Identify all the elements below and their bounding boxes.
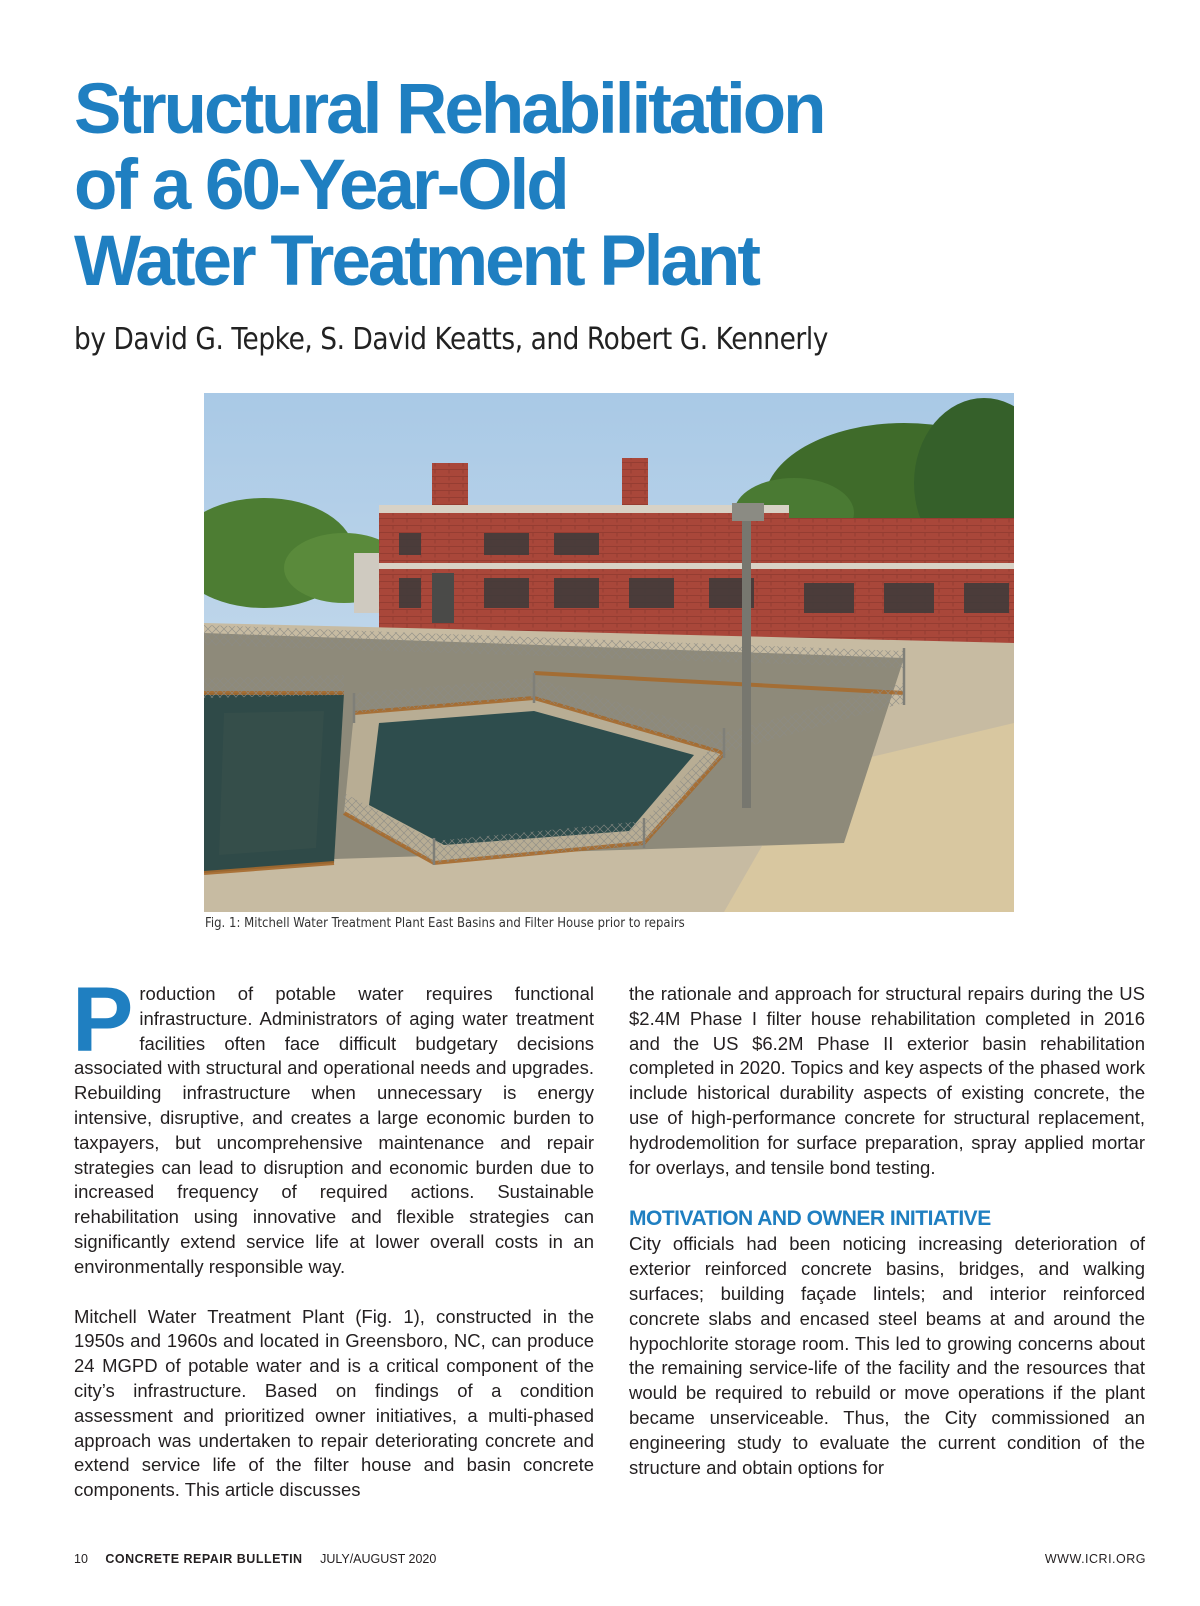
article-title: [74, 72, 1134, 300]
title-line-2: of a 60-Year-Old: [74, 146, 567, 225]
drop-cap: P: [72, 969, 134, 1071]
issue-date: JULY/AUGUST 2020: [320, 1552, 437, 1566]
plant-description-paragraph: Mitchell Water Treatment Plant (Fig. 1), constructed in the 1950s and 1960s and located in Greensboro, NC, can produce 24 MGPD of potable water and is a critical component of the city’s infrastructure. Based on findings of a condition assessment and prioritized owner initiatives, a multi-phased approach was undertaken to repair deteriorating concrete and extend service life of the filter house and basin concrete components. This article discusses: [74, 1305, 594, 1501]
title-line-3: Water Treatment Plant: [74, 222, 758, 301]
figure-1-photo: [204, 393, 1014, 912]
section-heading: MOTIVATION AND OWNER INITIATIVE: [629, 1207, 991, 1231]
page-number: 10: [74, 1552, 88, 1566]
motivation-paragraph: City officials had been noticing increasing deterioration of exterior reinforced concrete basins, bridges, and walking surfaces; building façade lintels; and interior reinforced concrete slabs and encased steel beams at and around the hypochlorite storage room. This led to growing concerns about the remaining service-life of the facility and the resources that would be required to rebuild or move operations if the plant became unserviceable. Thus, the City commissioned an engineering study to evaluate the current condition of the structure and obtain options for: [629, 1233, 1145, 1478]
body-column-left: [72, 969, 594, 1503]
intro-paragraph: [72, 969, 594, 1280]
figure-caption: Fig. 1: Mitchell Water Treatment Plant East Basins and Filter House prior to repairs: [205, 916, 685, 931]
title-line-1: Structural Rehabilitation: [74, 70, 824, 149]
intro-paragraph-text: roduction of potable water requires functional infrastructure. Administrators of aging water treatment facilities often face difficult budgetary decisions associated with structural and operational needs and upgrades. Rebuilding infrastructure when unnecessary is energy intensive, disruptive, and creates a large economic burden to taxpayers, but uncomprehensive maintenance and repair strategies can lead to disruption and economic burden due to increased frequency of required actions. Sustainable rehabilitation using innovative and flexible strategies can significantly extend service life at lower overall costs in an environmentally responsible way.: [74, 983, 594, 1277]
rationale-paragraph: the rationale and approach for structural repairs during the US $2.4M Phase I filter house rehabilitation completed in 2016 and the US $6.2M Phase II exterior basin rehabilitation completed in 2020. Topics and key aspects of the phased work include historical durability aspects of existing concrete, the use of high-performance concrete for structural replacement, hydrodemolition for surface preparation, spray applied mortar for overlays, and tensile bond testing.: [629, 983, 1145, 1178]
body-column-right: [629, 982, 1145, 1480]
footer-left: [74, 1552, 450, 1566]
publication-name: CONCRETE REPAIR BULLETIN: [105, 1552, 303, 1566]
byline: by David G. Tepke, S. David Keatts, and Robert G. Kennerly: [74, 322, 828, 357]
water-treatment-plant-image: [204, 393, 1014, 912]
website-link[interactable]: WWW.ICRI.ORG: [1044, 1552, 1146, 1566]
